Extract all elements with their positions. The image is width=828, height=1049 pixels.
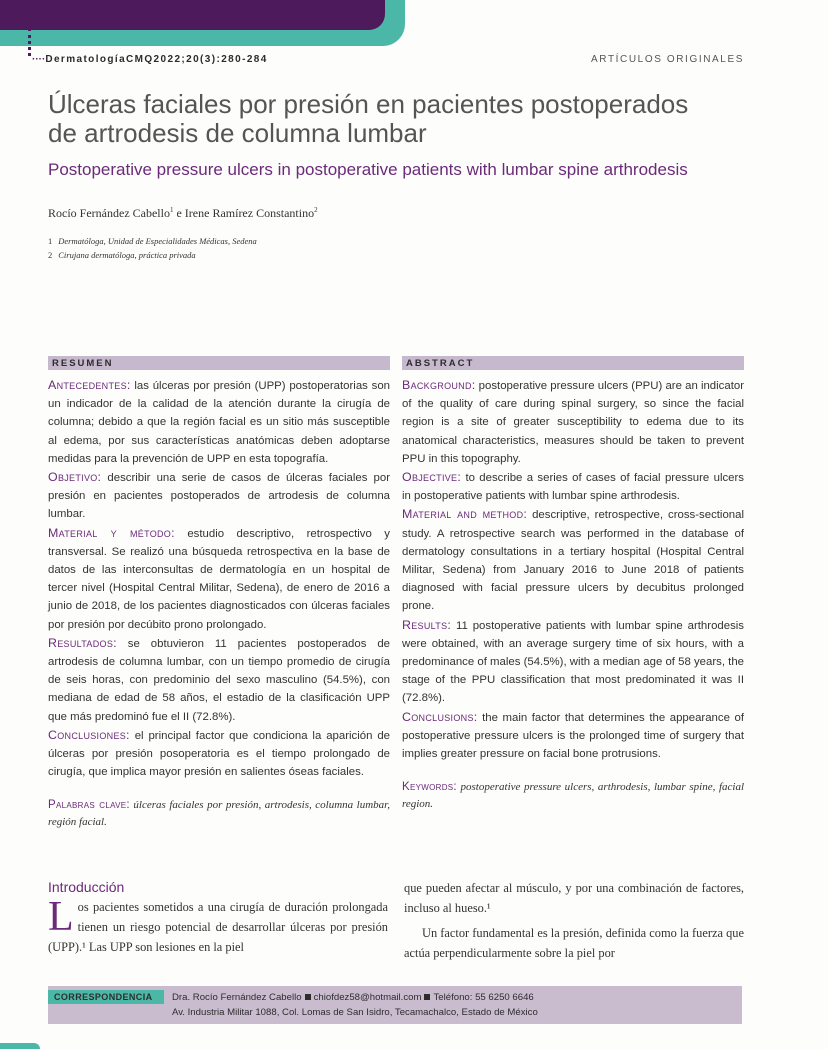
affiliation-2: 2 Cirujana dermatóloga, práctica privada xyxy=(48,250,196,260)
section-label: ARTÍCULOS ORIGINALES xyxy=(591,54,744,65)
abstract-results: Results: 11 postoperative patients with lumbar spine arthrodesis were obtained, with an average surgery time of six hours, with a predominance of males (54.5%), with a median age of 58 years, the stage of the PPU classification that most predominated it was II (72.8%). xyxy=(402,617,744,705)
intro-left-column: Los pacientes sometidos a una cirugía de duración prolongada tienen un riesgo potencial de desarrollar úlceras por presión (UPP).¹ Las UPP son lesiones en la piel xyxy=(48,894,388,954)
resumen-column xyxy=(48,356,390,831)
bullet-square-icon xyxy=(424,994,430,1000)
resumen-heading: RESUMEN xyxy=(48,356,390,370)
author-2: Irene Ramírez Constantino xyxy=(184,206,315,220)
bullet-square-icon xyxy=(305,994,311,1000)
title-line-2: de artrodesis de columna lumbar xyxy=(48,118,427,148)
correspondence-label: CORRESPONDENCIA xyxy=(48,990,164,1004)
correspondence-email[interactable]: chiofdez58@hotmail.com xyxy=(313,992,422,1003)
abstract-heading: ABSTRACT xyxy=(402,356,744,370)
abstract-column xyxy=(402,356,744,813)
resumen-keywords: Palabras clave: úlceras faciales por presión, artrodesis, columna lumbar, región facial. xyxy=(48,799,390,829)
resumen-objetivo: Objetivo: describir una serie de casos de úlceras faciales por presión en pacientes postoperados de artrodesis de columna lumbar. xyxy=(48,470,390,521)
abstract-objective: Objective: to describe a series of cases of facial pressure ulcers in postoperative patients with lumbar spine arthrodesis. xyxy=(402,470,744,503)
intro-heading: Introducción xyxy=(48,879,125,895)
resumen-antecedentes: Antecedentes: las úlceras por presión (UPP) postoperatorias son un indicador de la calidad de la atención durante la cirugía de columna; debido a que la región facial es un sitio más susceptible al edema, por sus características anatómicas deben adoptarse medidas para la prevención de UPP en esta topografía. xyxy=(48,378,390,465)
abstract-method: Material and method: descriptive, retrospective, cross-sectional study. A retrospective search was performed in the database of dermatology consultations in a tertiary hospital (Hospital Central Militar, Sedena) from January 2016 to June 2018 of patients diagnosed with facial pressure ulcers by decubitus prolonged prone. xyxy=(402,507,744,613)
abstract-conclusions: Conclusions: the main factor that determines the appearance of postoperative pressure ulcers is the prolonged time of surgery that implies greater pressure on facial bone protrusions. xyxy=(402,709,744,761)
correspondence-box xyxy=(48,986,742,1024)
intro-dropcap: L xyxy=(48,894,74,940)
resumen-resultados: Resultados: se obtuvieron 11 pacientes postoperados de artrodesis de columna lumbar, con un tiempo promedio de cirugía de seis horas, con predominio del sexo masculino (54.5%), con mediana de edad de 58 años, el estadio de la clasificación UPP que más predominó fue el II (72.8%). xyxy=(48,635,390,723)
intro-right-column xyxy=(404,878,744,963)
article-title xyxy=(48,90,728,148)
abstract-keywords: Keywords: postoperative pressure ulcers, arthrodesis, lumbar spine, facial region. xyxy=(402,781,744,811)
header-band-purple xyxy=(0,0,385,30)
affiliation-1: 1 Dermatóloga, Unidad de Especialidades Médicas, Sedena xyxy=(48,236,257,246)
resumen-conclusiones: Conclusiones: el principal factor que condiciona la aparición de úlceras por presión posoperatoria es el tiempo prolongado de cirugía, que implica mayor presión en salientes óseas faciales. xyxy=(48,727,390,779)
decorative-dots xyxy=(28,28,35,56)
abstract-background: Background: postoperative pressure ulcers (PPU) are an indicator of the quality of care during spinal surgery, so since the facial region is a site of greater susceptibility to edema due to its anatomical characteristics, measures should be taken to prevent PPU in this topography. xyxy=(402,378,744,465)
intro-right-para-2: Un factor fundamental es la presión, definida como la fuerza que actúa perpendicularmente sobre la piel por xyxy=(404,926,744,960)
author-1: Rocío Fernández Cabello xyxy=(48,206,170,220)
intro-right-para-1: que pueden afectar al músculo, y por una combinación de factores, incluso al hueso.¹ xyxy=(404,881,744,915)
resumen-metodo: Material y método: estudio descriptivo, retrospectivo y transversal. Se realizó una búsqueda retrospectiva en la base de datos de las interconsultas de dermatología en un hospital de tercer nivel (Hospital Central Militar, Sedena), de enero de 2016 a junio de 2018, de los pacientes diagnosticados con úlceras faciales por presión por decúbito prono prolongado. xyxy=(48,525,390,631)
journal-citation: ····DermatologíaCMQ2022;20(3):280-284 xyxy=(32,54,268,65)
correspondence-contact: Dra. Rocío Fernández Cabello chiofdez58@hotmail.com Teléfono: 55 6250 6646 xyxy=(172,992,534,1003)
article-subtitle: Postoperative pressure ulcers in postoperative patients with lumbar spine arthrodesis xyxy=(48,160,688,179)
author-list: Rocío Fernández Cabello$^1$ e Irene Ramírez Constantino$^2$ xyxy=(48,206,318,220)
footer-accent xyxy=(0,1043,40,1049)
title-line-1: Úlceras faciales por presión en pacientes postoperados xyxy=(48,89,689,119)
correspondence-address: Av. Industria Militar 1088, Col. Lomas de San Isidro, Tecamachalco, Estado de México xyxy=(172,1007,538,1018)
